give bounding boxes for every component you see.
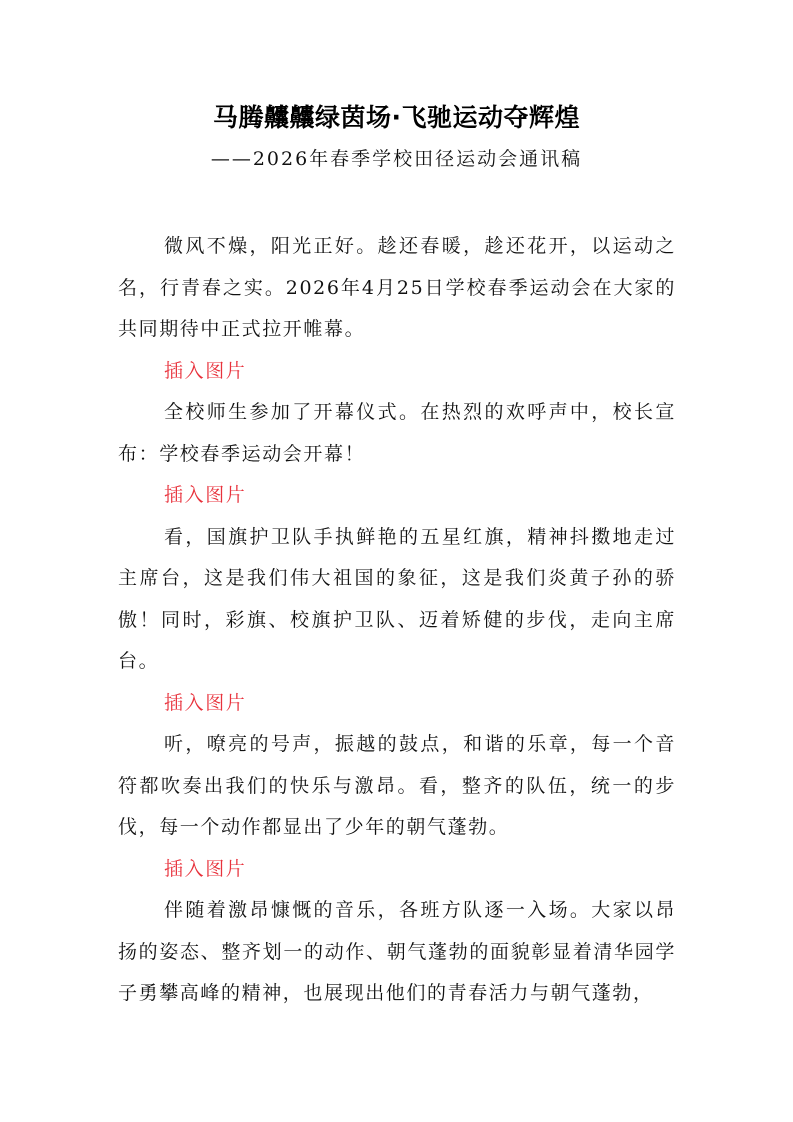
paragraph-band: 听，嘹亮的号声，振越的鼓点，和谐的乐章，每一个音符都吹奏出我们的快乐与激昂。看，整齐的队伍，统一的步伐，每一个动作都显出了少年的朝气蓬勃。 (118, 733, 676, 838)
document-body (118, 226, 676, 1015)
paragraph-ceremony: 全校师生参加了开幕仪式。在热烈的欢呼声中，校长宣布：学校春季运动会开幕！ (118, 401, 676, 465)
image-placeholder: 插入图片 (164, 857, 247, 880)
paragraph-opening: 微风不燥，阳光正好。趁还春暖，趁还花开，以运动之名，行青春之实。2026年4月25日学校春季运动会在大家的共同期待中正式拉开帷幕。 (118, 235, 676, 340)
paragraph-class-parade: 伴随着激昂慷慨的音乐，各班方队逐一入场。大家以昂扬的姿态、整齐划一的动作、朝气蓬勃的面貌彰显着清华园学子勇攀高峰的精神，也展现出他们的青春活力与朝气蓬勃， (118, 899, 676, 1004)
image-placeholder: 插入图片 (164, 359, 247, 382)
document-title: 马腾齉齉绿茵场·飞驰运动夺辉煌 (213, 103, 580, 132)
image-placeholder: 插入图片 (164, 484, 247, 506)
paragraph-flag-guard: 看，国旗护卫队手执鲜艳的五星红旗，精神抖擞地走过主席台，这是我们伟大祖国的象征，这是我们炎黄子孙的骄傲！同时，彩旗、校旗护卫队、迈着矫健的步伐，走向主席台。 (118, 525, 676, 672)
image-placeholder: 插入图片 (164, 691, 247, 714)
document-subtitle: ——2026年春季学校田径运动会通讯稿 (210, 148, 583, 170)
